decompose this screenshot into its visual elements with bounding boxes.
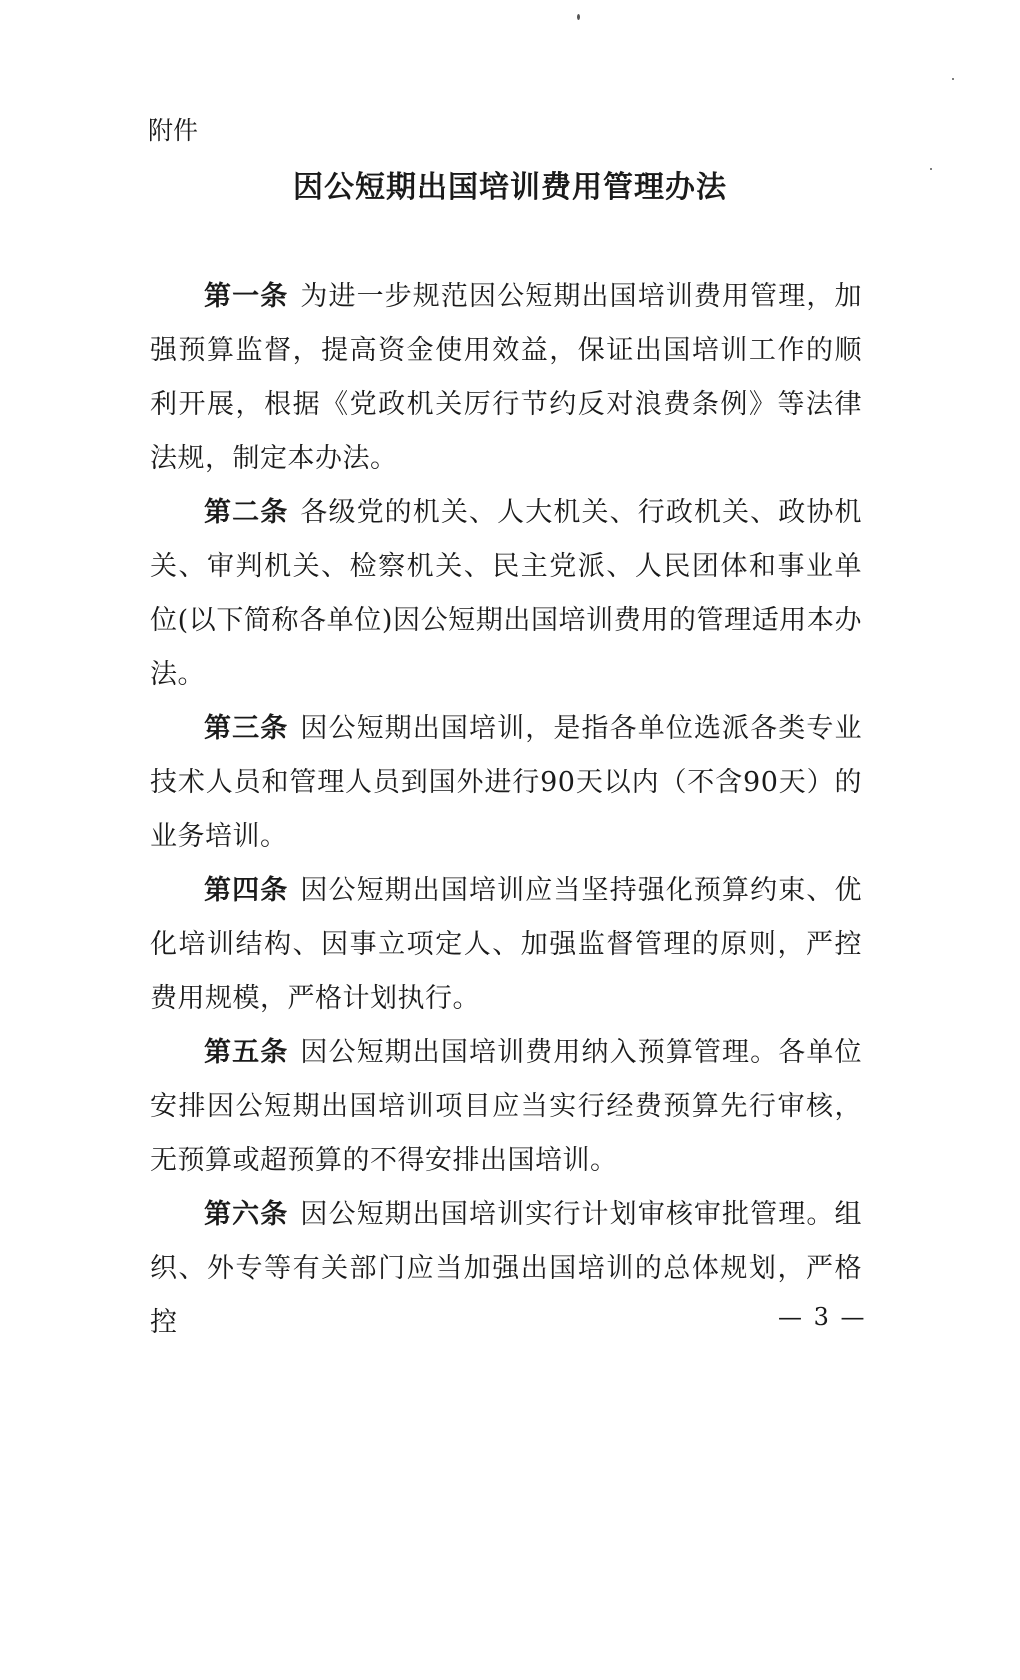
article-label: 第六条 — [204, 1199, 289, 1230]
article-label: 第四条 — [204, 875, 289, 906]
page-number: — 3 — — [778, 1303, 867, 1331]
article-text: 因公短期出国培训，是指各单位选派各类专业技术人员和管理人员到国外进行90天以内（不含90天）的业务培训。 — [150, 713, 863, 852]
article-text: 因公短期出国培训实行计划审核审批管理。组织、外专等有关部门应当加强出国培训的总体规划，严格控 — [150, 1199, 863, 1338]
article-6 — [150, 1188, 862, 1350]
article-text: 为进一步规范因公短期出国培训费用管理，加强预算监督，提高资金使用效益，保证出国培训工作的顺利开展，根据《党政机关厉行节约反对浪费条例》等法律法规，制定本办法。 — [150, 281, 863, 474]
article-3 — [150, 702, 862, 864]
article-1 — [150, 270, 862, 486]
article-label: 第三条 — [204, 713, 289, 744]
article-text: 因公短期出国培训应当坚持强化预算约束、优化培训结构、因事立项定人、加强监督管理的原则，严控费用规模，严格计划执行。 — [150, 875, 863, 1014]
scan-speck — [577, 14, 580, 20]
scan-speck — [930, 168, 932, 170]
article-label: 第二条 — [204, 497, 289, 528]
article-text: 各级党的机关、人大机关、行政机关、政协机关、审判机关、检察机关、民主党派、人民团体和事业单位(以下简称各单位)因公短期出国培训费用的管理适用本办法。 — [150, 497, 863, 690]
article-text: 因公短期出国培训费用纳入预算管理。各单位安排因公短期出国培训项目应当实行经费预算先行审核，无预算或超预算的不得安排出国培训。 — [150, 1037, 863, 1176]
document-title: 因公短期出国培训费用管理办法 — [293, 170, 727, 205]
article-label: 第一条 — [204, 281, 289, 312]
article-5 — [150, 1026, 862, 1188]
attachment-label: 附件 — [148, 116, 199, 145]
article-2 — [150, 486, 862, 702]
article-label: 第五条 — [204, 1037, 289, 1068]
article-4 — [150, 864, 862, 1026]
scan-speck — [952, 78, 954, 80]
document-body — [150, 270, 862, 1350]
